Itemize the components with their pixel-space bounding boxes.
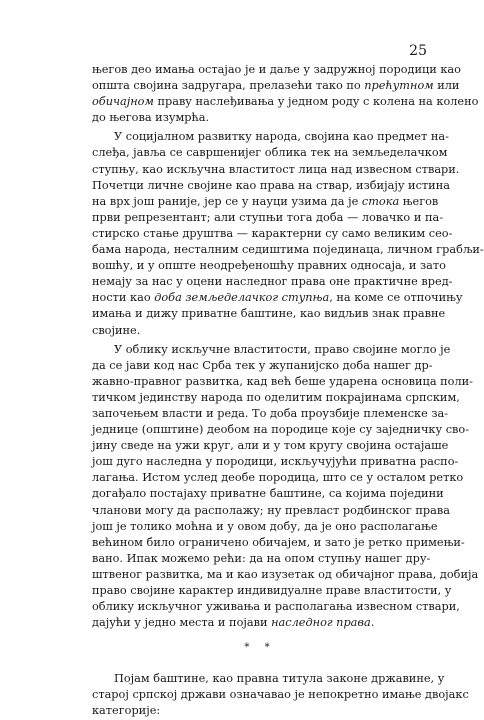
text-line: вошћу, и у опште неодређеношћу правних односаја, и зато — [92, 259, 446, 273]
text-line: слеђа, јавља се савршенијег облика тек на земљеделачком — [92, 146, 448, 160]
page-number: 25 — [409, 43, 427, 59]
text-line: вано. Ипак можемо рећи: да на опом ступњу нашег дру- — [92, 551, 431, 565]
text-line: јину сведе на ужи круг, али и у том кругу својина остајаше — [92, 439, 449, 453]
text-line: категорије: — [92, 704, 161, 718]
text-line: бама народа, несталним седиштима појединаца, личном грабљи- — [92, 243, 484, 257]
text-line: још је толико моћна и у овом добу, да је оно располагање — [92, 519, 438, 533]
text-line: ности као доба земљеделачког ступња, на коме се отпочињу — [92, 291, 463, 305]
paragraph — [92, 671, 469, 719]
paragraph — [92, 342, 479, 632]
text-line: У социјалном развитку народа, својина као предмет на- — [114, 130, 449, 144]
text-line: започењем власти и реда. То доба проузбије племенске за- — [92, 406, 449, 420]
text-line: ступњу, као искључна властитост лица над извесном ствари. — [92, 162, 460, 176]
text-line: Почетци личне својине као права на ствар, избијају истина — [92, 178, 450, 192]
text-line: имања и дижу приватне баштине, као видљив знак правне — [92, 307, 446, 321]
text-line: већином било ограничено обичајем, и зато је ретко примењи- — [92, 535, 465, 549]
text-line: чланови могу да располажу; ну превласт родбинског права — [92, 503, 450, 517]
text-line: да се јави код нас Срба тек у жупанијско доба нашег др- — [92, 358, 433, 372]
text-line: још дуго наследна у породици, искључујући приватна распо- — [92, 455, 459, 469]
text-line: немају за нас у оцени наследног права оне практичне вред- — [92, 275, 453, 289]
text-line: општа својина задругара, прелазећи тако по прећутном или — [92, 79, 460, 93]
text-line: до његова изумрћа. — [92, 111, 210, 125]
paragraph — [92, 62, 479, 126]
text-line: први репрезентант; али ступњи тога доба — ловачко и па- — [92, 210, 444, 224]
text-line: старој српској држави означавао је непокретно имање двојакс — [92, 688, 469, 702]
text-line: обичајном праву наслеђивања у једном роду с колена на колено — [92, 95, 479, 109]
text-line: својине. — [92, 323, 141, 337]
text-line: његов део имања остајао је и даље у задружној породици као — [92, 63, 461, 76]
text-line: облику искључног уживања и располагања извесном ствари, — [92, 600, 460, 614]
text-line: Појам баштине, као правна титула законе државине, у — [114, 672, 445, 686]
text-line: У облику искључне властитости, право својине могло је — [114, 342, 451, 356]
text-line: једнице (општине) деобом на породице које су заједничку сво- — [92, 423, 470, 437]
text-line: штвеног развитка, ма и као изузетак од обичајног права, добија — [92, 567, 479, 581]
text-line: стирско стање друштва — карактерни су само великим сео- — [92, 226, 453, 240]
body-text — [92, 62, 484, 720]
text-line: право својине карактер индивидуалне праве властитости, у — [92, 584, 452, 597]
text-line: жавно-правног развитка, кад већ беше ударена основица поли- — [92, 374, 473, 388]
text-line: дајући у једно места и појави наследног права. — [92, 616, 375, 630]
text-line: лагања. Истом услед деобе породица, што се у осталом ретко — [92, 471, 464, 485]
text-line: тичком јединству народа по оделитим покрајинама српским, — [92, 390, 460, 404]
text-line: догађало постајаху приватне баштине, са којима поједини — [92, 487, 444, 501]
section-separator: * * — [244, 642, 276, 654]
text-line: на врх још раније, јер се у науци узима да је стока његов — [92, 194, 439, 208]
paragraph — [92, 129, 484, 338]
